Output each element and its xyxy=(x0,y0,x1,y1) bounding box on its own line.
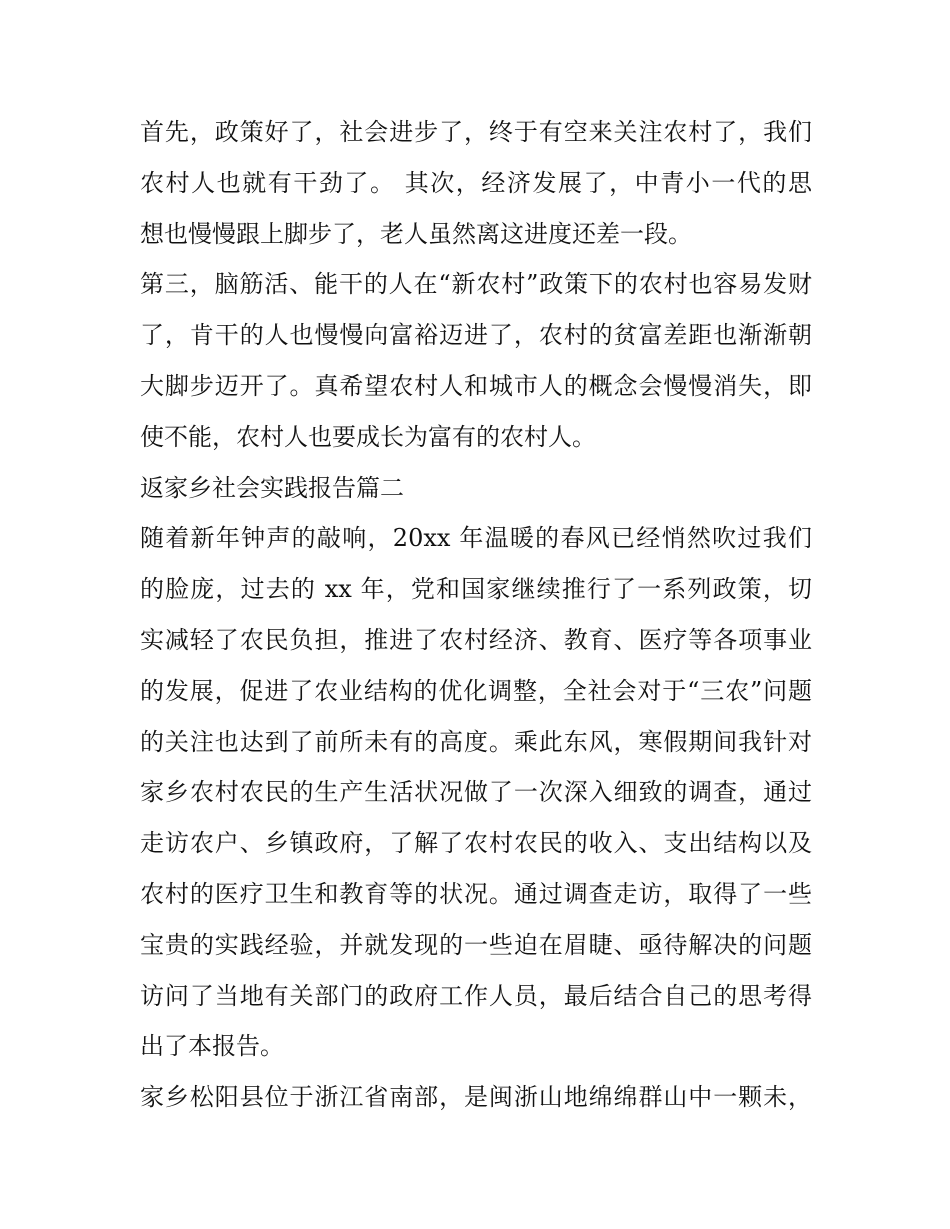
text-line: 宝贵的实践经验，并就发现的一些迫在眉睫、亟待解决的问题 xyxy=(140,930,812,959)
text-line: 首先，政策好了，社会进步了，终于有空来关注农村了，我们 xyxy=(140,118,812,146)
text-line: 了，肯干的人也慢慢向富裕迈进了，农村的贫富差距也渐渐朝 xyxy=(140,321,812,350)
text-line: 出了本报告。 xyxy=(140,1032,284,1061)
text-line: 第三，脑筋活、能干的人在“新农村”政策下的农村也容易发财 xyxy=(140,270,812,299)
text-line: 走访农户、乡镇政府，了解了农村农民的收入、支出结构以及 xyxy=(140,829,812,858)
text-line: 家乡农村农民的生产生活状况做了一次深入细致的调查，通过 xyxy=(140,778,812,807)
text-line: 的关注也达到了前所未有的高度。乘此东风，寒假期间我针对 xyxy=(140,727,812,756)
text-line: 使不能，农村人也要成长为富有的农村人。 xyxy=(140,422,596,451)
text-line: 农村人也就有干劲了。 其次，经济发展了，中青小一代的思 xyxy=(140,168,812,197)
text-line: 想也慢慢跟上脚步了，老人虽然离这进度还差一段。 xyxy=(140,219,692,248)
text-line: 家乡松阳县位于浙江省南部，是闽浙山地绵绵群山中一颗未， xyxy=(140,1083,812,1112)
text-line: 访问了当地有关部门的政府工作人员，最后结合自己的思考得 xyxy=(140,981,812,1010)
text-line: 随着新年钟声的敲响，20xx 年温暖的春风已经悄然吹过我们 xyxy=(140,524,812,553)
text-line: 大脚步迈开了。真希望农村人和城市人的概念会慢慢消失，即 xyxy=(140,371,812,400)
section-heading: 返家乡社会实践报告篇二 xyxy=(140,473,404,502)
text-line: 农村的医疗卫生和教育等的状况。通过调查走访，取得了一些 xyxy=(140,879,812,908)
text-line: 的脸庞，过去的 xx 年，党和国家继续推行了一系列政策，切 xyxy=(140,575,812,604)
text-line: 实减轻了农民负担，推进了农村经济、教育、医疗等各项事业 xyxy=(140,625,812,654)
text-line: 的发展，促进了农业结构的优化调整，全社会对于“三农”问题 xyxy=(140,676,812,705)
document-body xyxy=(140,107,812,1123)
